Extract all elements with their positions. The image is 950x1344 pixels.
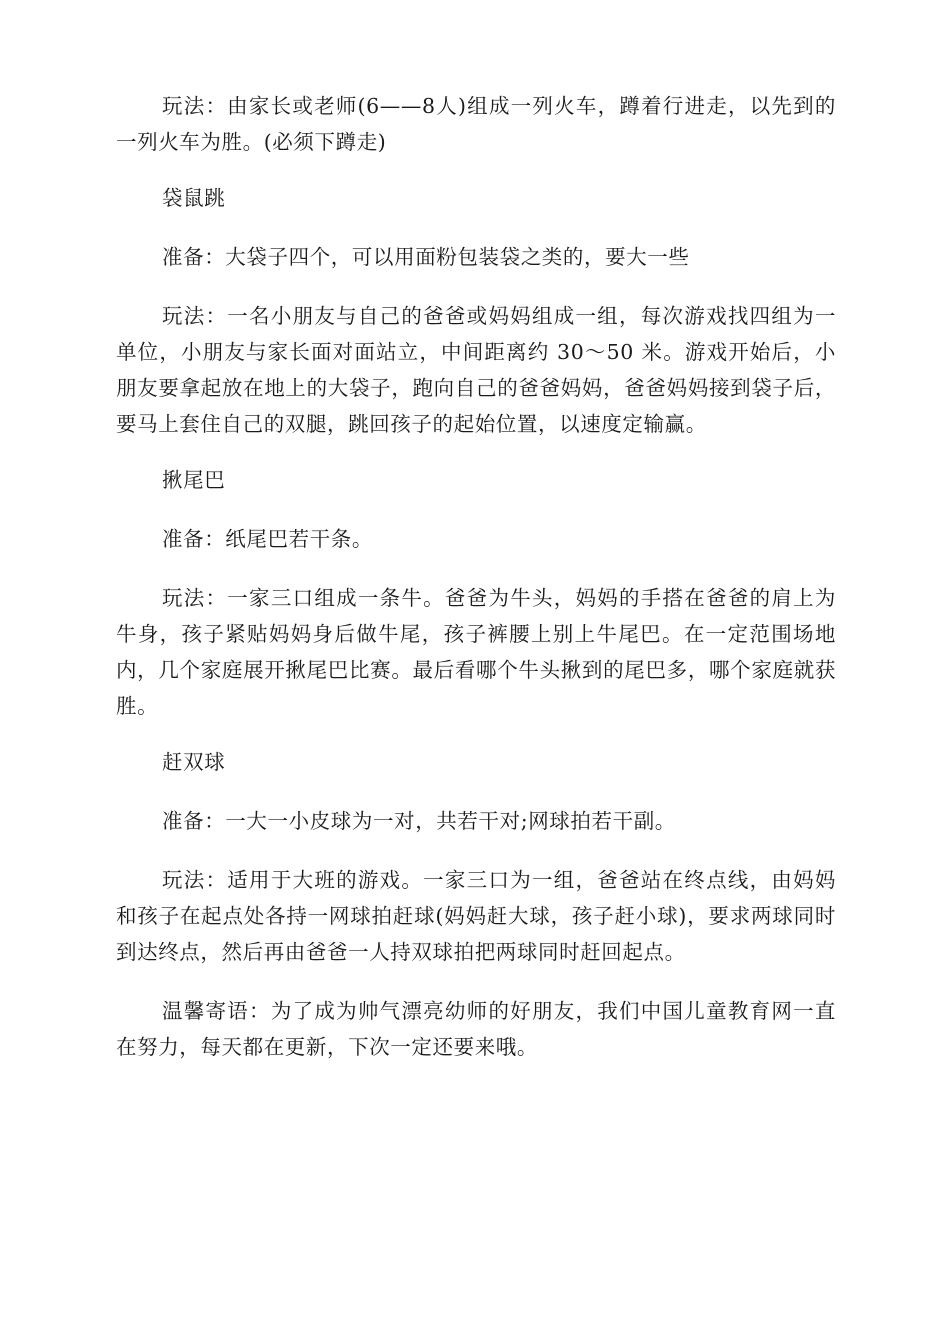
heading-kangaroo-jump: 袋鼠跳 [162, 186, 226, 210]
paragraph-closing-message: 温馨寄语：为了成为帅气漂亮幼师的好朋友，我们中国儿童教育网一直在努力，每天都在更新，下次一定还要来哦。 [116, 999, 836, 1059]
paragraph-grab-tail-rules: 玩法：一家三口组成一条牛。爸爸为牛头，妈妈的手搭在爸爸的肩上为牛身，孩子紧贴妈妈身后做牛尾，孩子裤腰上别上牛尾巴。在一定范围场地内，几个家庭展开揪尾巴比赛。最后看哪个牛头揪到的尾巴多，哪个家庭就获胜。 [116, 586, 836, 718]
paragraph-kangaroo-rules: 玩法：一名小朋友与自己的爸爸或妈妈组成一组，每次游戏找四组为一单位，小朋友与家长面对面站立，中间距离约 30～50 米。游戏开始后，小朋友要拿起放在地上的大袋子，跑向自己的爸爸妈妈，爸爸妈妈接到袋子后，要马上套住自己的双腿，跳回孩子的起始位置，以速度定输赢。 [116, 304, 836, 436]
paragraph-double-ball-prep: 准备：一大一小皮球为一对，共若干对;网球拍若干副。 [162, 809, 676, 833]
document-page [116, 88, 836, 1065]
heading-double-ball: 赶双球 [162, 750, 226, 774]
heading-grab-tail: 揪尾巴 [162, 468, 226, 492]
paragraph-double-ball-rules: 玩法：适用于大班的游戏。一家三口为一组，爸爸站在终点线，由妈妈和孩子在起点处各持一网球拍赶球(妈妈赶大球，孩子赶小球)，要求两球同时到达终点，然后再由爸爸一人持双球拍把两球同时赶回起点。 [116, 868, 836, 964]
paragraph-train-game-rules: 玩法：由家长或老师(6——8人)组成一列火车，蹲着行进走，以先到的一列火车为胜。(必须下蹲走) [116, 94, 836, 154]
paragraph-kangaroo-prep: 准备：大袋子四个，可以用面粉包装袋之类的，要大一些 [162, 245, 690, 269]
paragraph-grab-tail-prep: 准备：纸尾巴若干条。 [162, 527, 373, 551]
